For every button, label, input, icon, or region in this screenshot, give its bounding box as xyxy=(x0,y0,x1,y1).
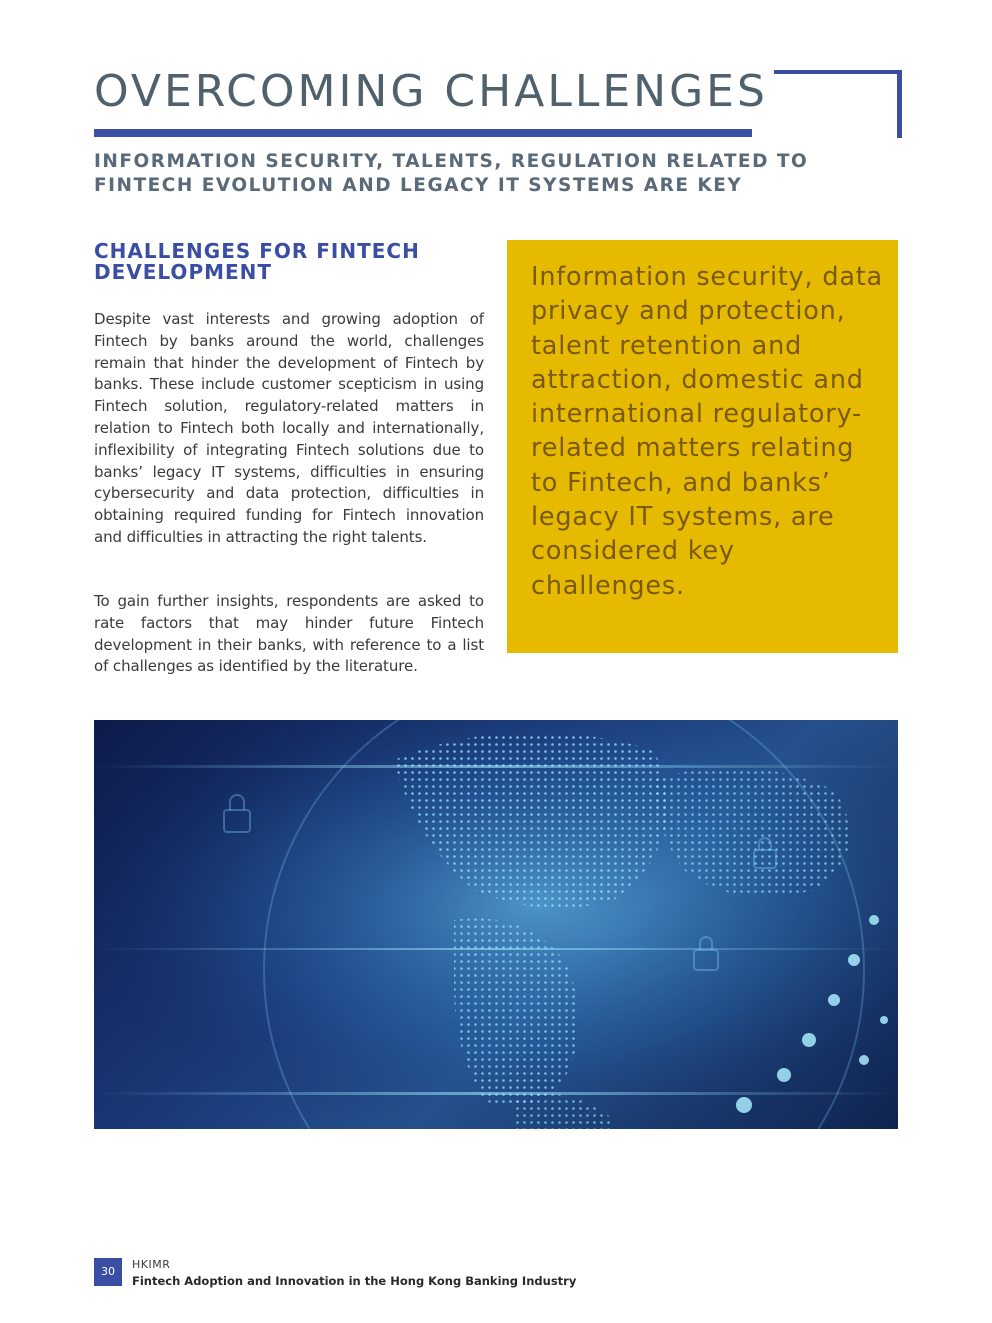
corner-bracket-top xyxy=(774,70,902,74)
corner-bracket-side xyxy=(897,70,902,138)
callout-box xyxy=(507,240,898,653)
globe-illustration xyxy=(94,720,898,1129)
body-paragraph-2: To gain further insights, respondents are asked to rate factors that may hinder future Fintech development in their banks, with reference to a list of challenges as identified by the literature. xyxy=(94,592,484,676)
page-number-badge: 30 xyxy=(94,1258,122,1286)
callout-text: Information security, data privacy and protection, talent retention and attraction, domestic and international regulatory-related matters relating to Fintech, and banks’ legacy IT systems, are considered key challenges. xyxy=(531,262,883,601)
page-subtitle: INFORMATION SECURITY, TALENTS, REGULATION RELATED TO FINTECH EVOLUTION AND LEGACY IT SYSTEMS ARE KEY xyxy=(94,151,809,196)
footer-publication-title: Fintech Adoption and Innovation in the Hong Kong Banking Industry xyxy=(132,1274,577,1288)
title-underline xyxy=(94,129,752,137)
body-paragraph-1: Despite vast interests and growing adoption of Fintech by banks around the world, challenges remain that hinder the development of Fintech by banks. These include customer scepticism in using Fintech solution, regulatory-related matters in relation to Fintech both locally and internationally, inflexibility of integrating Fintech solutions due to banks’ legacy IT systems, difficulties in ensuring cybersecurity and data protection, difficulties in obtaining required funding for Fintech innovation and difficulties in attracting the right talents. xyxy=(94,310,484,546)
page-title: OVERCOMING CHALLENGES xyxy=(94,66,768,117)
footer-organization: HKIMR xyxy=(132,1258,171,1271)
section-heading: CHALLENGES FOR FINTECH DEVELOPMENT xyxy=(94,239,420,284)
globe-security-image xyxy=(94,720,898,1129)
